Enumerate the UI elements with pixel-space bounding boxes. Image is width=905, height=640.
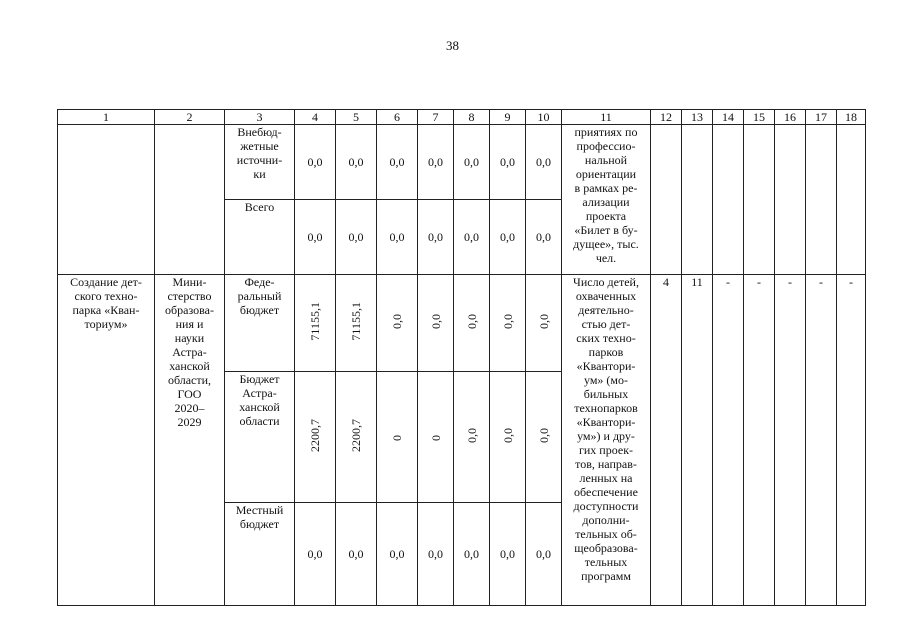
column-header: 17	[806, 110, 837, 125]
cell-value: 0,0	[418, 125, 454, 200]
cell-value	[418, 372, 454, 503]
cell-empty	[775, 125, 806, 275]
cell-empty	[713, 125, 744, 275]
column-header: 12	[651, 110, 682, 125]
cell-value	[295, 372, 336, 503]
cell-executor-continued	[155, 125, 225, 275]
cell-value: 0,0	[336, 125, 377, 200]
cell-indicator: приятиях по профессио- нальной ориентации в рамках ре- ализации проекта «Билет в бу- дущее», тыс. чел.	[562, 125, 651, 275]
cell-value: -	[744, 275, 775, 606]
cell-value: 0,0	[295, 125, 336, 200]
cell-empty	[651, 125, 682, 275]
vertical-value: 0	[390, 435, 404, 441]
cell-value	[377, 372, 418, 503]
vertical-value: 0,0	[464, 314, 479, 329]
column-header: 13	[682, 110, 713, 125]
cell-value: 0,0	[454, 125, 490, 200]
cell-value	[490, 372, 526, 503]
cell-value: 0,0	[526, 125, 562, 200]
cell-funding-source: Бюджет Астра- ханской области	[225, 372, 295, 503]
cell-value: 0,0	[490, 125, 526, 200]
cell-value: -	[837, 275, 866, 606]
cell-value	[418, 275, 454, 372]
column-header: 10	[526, 110, 562, 125]
cell-value: 0,0	[377, 503, 418, 606]
cell-value	[490, 275, 526, 372]
column-header: 16	[775, 110, 806, 125]
cell-value: -	[806, 275, 837, 606]
cell-value	[454, 372, 490, 503]
cell-value: 0,0	[377, 200, 418, 275]
cell-funding-source: Феде- ральный бюджет	[225, 275, 295, 372]
vertical-value: 0,0	[428, 314, 443, 329]
cell-value: 0,0	[490, 503, 526, 606]
cell-value: 4	[651, 275, 682, 606]
cell-funding-source: Местный бюджет	[225, 503, 295, 606]
cell-value: 0,0	[490, 200, 526, 275]
column-header: 14	[713, 110, 744, 125]
cell-value	[336, 372, 377, 503]
column-header: 1	[58, 110, 155, 125]
cell-value	[454, 275, 490, 372]
cell-value: 0,0	[418, 200, 454, 275]
cell-value: 0,0	[526, 200, 562, 275]
cell-funding-source: Всего	[225, 200, 295, 275]
vertical-value: 2200,7	[349, 419, 363, 452]
vertical-value: 0,0	[536, 314, 551, 329]
cell-value: 11	[682, 275, 713, 606]
cell-value	[526, 372, 562, 503]
cell-event-name: Создание дет- ского техно- парка «Кван- ториум»	[58, 275, 155, 606]
page-number: 38	[446, 38, 459, 53]
vertical-value: 0	[428, 435, 443, 441]
cell-value: 0,0	[336, 503, 377, 606]
cell-value: 0,0	[418, 503, 454, 606]
vertical-value: 0,0	[500, 314, 515, 329]
cell-value: 0,0	[336, 200, 377, 275]
vertical-value: 0,0	[500, 428, 515, 443]
table-row	[58, 275, 866, 372]
cell-value: 0,0	[377, 125, 418, 200]
vertical-value: 0,0	[536, 428, 551, 443]
table-row	[58, 125, 866, 200]
column-header: 7	[418, 110, 454, 125]
vertical-value: 71155,1	[308, 302, 322, 341]
cell-value: 0,0	[295, 503, 336, 606]
column-header: 5	[336, 110, 377, 125]
vertical-value: 71155,1	[349, 302, 363, 341]
column-header: 9	[490, 110, 526, 125]
cell-funding-source: Внебюд- жетные источни- ки	[225, 125, 295, 200]
cell-value	[377, 275, 418, 372]
column-header: 18	[837, 110, 866, 125]
column-header: 15	[744, 110, 775, 125]
cell-value: -	[775, 275, 806, 606]
vertical-value: 2200,7	[308, 419, 322, 452]
cell-executor: Мини- стерство образова- ния и науки Астра- ханской области, ГОО 2020– 2029	[155, 275, 225, 606]
cell-value	[295, 275, 336, 372]
cell-empty	[837, 125, 866, 275]
column-header: 4	[295, 110, 336, 125]
cell-event-continued	[58, 125, 155, 275]
cell-indicator: Число детей, охваченных деятельно- стью дет- ских техно- парков «Квантори- ум» (мо- бильных технопарков «Квантори- ум») и дру- гих проек- тов, направ- ленных на обеспечение доступности дополни- тельных об- щеобразова- тельных программ	[562, 275, 651, 606]
column-header: 6	[377, 110, 418, 125]
program-table	[57, 109, 866, 606]
cell-value	[336, 275, 377, 372]
column-header: 3	[225, 110, 295, 125]
vertical-value: 0,0	[464, 428, 479, 443]
cell-value: 0,0	[526, 503, 562, 606]
cell-value	[526, 275, 562, 372]
column-header: 8	[454, 110, 490, 125]
cell-value: 0,0	[454, 200, 490, 275]
header-row	[58, 110, 866, 125]
cell-value: 0,0	[295, 200, 336, 275]
cell-empty	[806, 125, 837, 275]
column-header: 11	[562, 110, 651, 125]
vertical-value: 0,0	[390, 314, 404, 329]
cell-empty	[744, 125, 775, 275]
cell-empty	[682, 125, 713, 275]
cell-value: 0,0	[454, 503, 490, 606]
cell-value: -	[713, 275, 744, 606]
column-header: 2	[155, 110, 225, 125]
